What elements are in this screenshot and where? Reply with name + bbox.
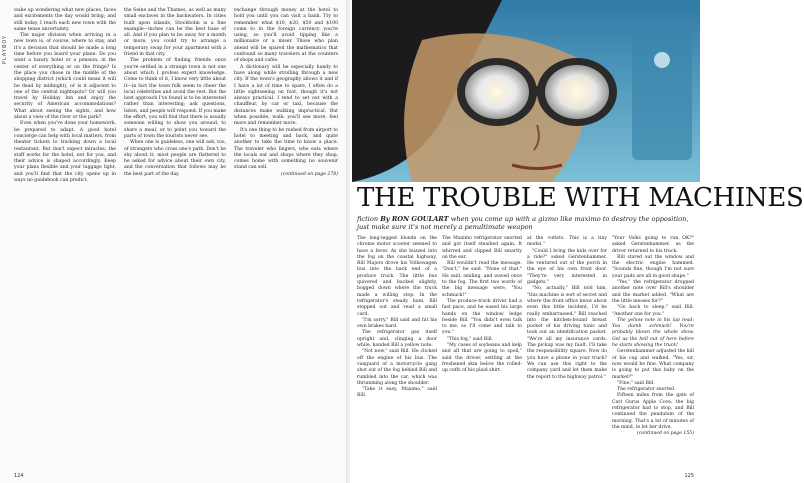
- right-column-2: [442, 236, 522, 375]
- paragraph: "Fine," said Bill.: [617, 380, 655, 386]
- paragraph: Even when you've done your homework, be prepared to adapt. A good hotel concierge can help with local matters, from theater tickets to tracking down a local restaurant. But don't expect miracles; the staff works for the hotel, not for you, and their advice is shaped accordingly. Keep your plans flexible and your luggage light, and you'll find that the city opens up in ways no guidebook can predict.: [14, 121, 116, 184]
- paragraph: The refrigerator gas itself upright and, clinging a door while, handed Bill a yellow note.: [357, 330, 437, 349]
- paragraph: "No, actually," Bill told him, "this machine is sort of secret and where the front office know about even this little incident, I'd be really embarrassed." Bill reached into the kitchen-bound breast pocket of his driving tunic and took out an identification packet. "We're all my insurance cards. The pickup was my fault. I'll take the responsibility square. Now do you have a phone in your truck? We can use this right to the company yard and let them make the report to the highway patrol.": [527, 286, 607, 380]
- paragraph: When one is guideless, one will ask, too, of strangers who cross one's path. Don't be shy about it; most people are flattered to be asked for advice about their own city, and the conversation that follows may be the best part of the day.: [124, 140, 226, 177]
- left-page: [0, 0, 348, 483]
- story-illustration: [352, 0, 700, 182]
- left-column-3: [234, 8, 338, 178]
- paragraph: Fifteen miles from the gate of Carl Gurus Apple Cove, the big refrigerator had to stop, and Bill continued the pendulum of the morning. That's a lot of minutes of the mind, to let her drive.: [612, 393, 694, 430]
- paragraph: "Your Volks going to run OK?" asked Gerstenhammer, as the driver returned to his truck.: [612, 236, 694, 254]
- paragraph: The long-legged blonde on the chrome motor scooter seemed to have a fever. As she buzzed into the fog on the coastal highway, Bill Majors drove his Volkswagen bus into the back end of a produce truck. The little bus quivered and backed slightly, bogged down where the truck made a willing stop. In the refrigerator's steady hum, Bill stepped out and read a small card.: [357, 236, 437, 317]
- machine-dial: [654, 52, 670, 68]
- byline-author: By RON GOULART: [380, 215, 449, 223]
- paragraph: "Not now," said Bill. He clicked off the engine of his bus. The vanguard of a motorcycle gang shot out of the fog behind Bill and rumbled into the car, which was thrumming along the shoulder.: [357, 349, 437, 386]
- paragraph: "Take it easy, Maximo," said Bill.: [357, 387, 437, 399]
- continuation-note: (continued on page 155): [637, 431, 694, 437]
- page-number-right: 125: [684, 473, 694, 479]
- right-column-4: [612, 236, 694, 438]
- left-column-2: [124, 8, 226, 178]
- paragraph: "Yes," the refrigerator dropped another note over Bill's shoulder and the market added, "What are the little messes for?": [612, 280, 694, 304]
- paragraph: It's one thing to be rushed from airport to hotel to meeting and back, and quite another to take the time to know a place. The traveler who lingers, who eats where the locals eat and shops where they shop, comes home with something no souvenir stand can sell.: [234, 127, 338, 171]
- byline: [357, 215, 697, 231]
- paragraph: wake up wondering what new places, faces and excitements the day would bring; and still today, I reach each new town with the same tense uncertainty.: [14, 8, 116, 32]
- paragraph: The problem of finding friends once you're settled in a strange town is not one about which I profess expert knowledge. Come to think of it, I know very little about it—in fact the town folk seem to cheer the local celebrities and avoid the rest. But the best approach I've found is to be interested rather than interesting; ask questions, listen, and people will respond. If you make the effort, you will find that there is usually someone willing to show you around, to share a meal, or to point you toward the parts of town the tourists never see.: [124, 58, 226, 139]
- paragraph: the Seine and the Thames, as well as many small enclaves in the backwaters. In cities built upon islands, Stockholm is a fine example—inches can be the best base of all. And if you plan to be away for a month or more, you could try to arrange a temporary swap for your apartment with a friend in that city.: [124, 8, 226, 58]
- goggle-bridge: [535, 86, 541, 96]
- paragraph: "This fog," said Bill.: [447, 336, 494, 342]
- paragraph: at the cutlets. This is a tiny model.": [527, 236, 607, 248]
- paragraph: The yellow note in his lap read: You dumb schmuck! You're probably blown the whole show. Get us the hell out of here before he starts showing the truck!: [612, 317, 694, 349]
- byline-prefix: fiction: [357, 215, 379, 223]
- magazine-name-vertical: PLAYBOY: [2, 34, 8, 64]
- paragraph: exchange through money at the hotel to hold you until you can visit a bank. Try to remember what $10, $20, $50 and $100 come to in the foreign currency you're using, so you'll avoid tipping like a millionaire or a miser. Those who plan ahead will be spared the mathematics that confound so many travelers at the counters of shops and cafés.: [234, 8, 338, 64]
- page-number-left: 124: [14, 473, 24, 479]
- paragraph: Gerstenhammer adjusted the hill of his cap and walked. "Yes, sir, now would be fine. What company is going to put this baby on the market?": [612, 349, 694, 380]
- lens-glow: [557, 72, 597, 112]
- right-column-1: [357, 236, 437, 400]
- paragraph: "Could I bring the kids over for a ride?" asked Gerstenhammer. He ventured out of the porch in the eye of his own front door. "They're very interested in gadgets.": [527, 248, 607, 286]
- machine-silhouette: [632, 20, 692, 160]
- paragraph: "My cases of soybeans and kelp and all that are going to spoil," said the driver, settling at the freshened skin below the rolled-up cuffs of his plaid shirt.: [442, 343, 522, 374]
- paragraph: The major division when arriving in a new town is, of course, where to stay, and it's a decision that should be made a long time before you board your plane. Do you want a luxury hotel or a pension, in the center of everything or on the fringe? Is the place you chose in the middle of the shopping district (which could mean it will be dead by midnight), or is it adjacent to one of the central nightspots? Or will you travel by Holiday Inn and enjoy the security of American accommodations? What about seeing the sights, and how about a view of the river or the park?: [14, 33, 116, 121]
- paragraph: Bill wouldn't read the message. "Don't," he said. "None of that." He said, smiling, and waved once to the fog. The first two words of the big message were, "You schmuck!": [442, 261, 522, 298]
- robot-face-illustration: [352, 0, 700, 182]
- byline-deck: when you come up with a gizmo like maximo to destroy the opposition, just make sure it's not merely a penultimate weapon: [357, 215, 689, 231]
- paragraph: The refrigerator snorted.: [617, 387, 676, 393]
- continuation-note: (continued on page 278): [281, 171, 338, 177]
- paragraph: Bill stared out the window and the electric engine hummed. "Sounds fine, though I'm not sure your pads are all in good shape.": [612, 254, 694, 279]
- story-headline: THE TROUBLE WITH MACHINES: [357, 183, 804, 213]
- left-column-1: [14, 8, 116, 184]
- paragraph: A dictionary will be especially handy to have along while strolling through a new city. If the town's geography allows it and if I have a lot of time to spare, I often do a little sightseeing on foot, though it's not always practical. I tend to set out with a chauffeur, by car or taxi, because the distances make walking impractical. But when possible, walk: you'll see more, feel more and remember more.: [234, 64, 338, 127]
- paragraph: The produce-truck driver had a fast pace, and he eased his large hands on the window ledge beside Bill. "You didn't even talk to me, so I'll come and talk to you.": [442, 298, 522, 336]
- right-column-3: [527, 236, 607, 381]
- paragraph: "Go back to sleep," said Bill. "Another one for you.": [612, 305, 694, 317]
- lens-glow: [483, 78, 511, 106]
- paragraph: "I'm sorry," Bill said and hit his own brakes hard.: [357, 317, 437, 330]
- paragraph: The Maximo refrigerator snorted and got itself steadied again. It whirred and clipped Bill smartly on the ear.: [442, 236, 522, 260]
